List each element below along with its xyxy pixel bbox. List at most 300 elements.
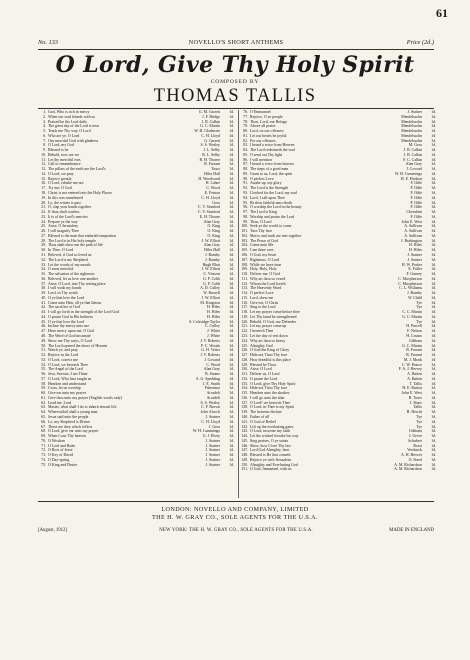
entry-composer: A. G. Spedding (195, 376, 220, 381)
entry-price: 1d. (229, 281, 234, 286)
entry-composer: E. Fuller (408, 267, 422, 272)
entry-price: 1d. (431, 205, 436, 210)
entry-number: 151. (241, 467, 248, 472)
entry-composer: C. L. Williams (399, 286, 422, 291)
entry-composer: J. Greve (409, 434, 422, 439)
entry-composer: H. Lahee (205, 181, 220, 186)
entry-composer: Palestrina (204, 386, 220, 391)
entry-composer: Tye (416, 419, 422, 424)
entry-composer: Hiles Hall (204, 248, 220, 253)
entry-title: The heavens declare (250, 410, 282, 415)
entry-title: O ye that love the Lord (48, 319, 85, 324)
entry-title: Holy, Holy, Holy (250, 267, 277, 272)
entry-price: 1d. (229, 438, 234, 443)
entry-composer: Tye (416, 415, 422, 419)
entry-price: 1d. (431, 219, 436, 224)
publication-date: [August, 1912] (38, 528, 68, 533)
entry-price: 1d. (431, 391, 436, 396)
entry-title: Lo, the winter is past (48, 200, 81, 205)
entry-title: Rejoice greatly (48, 176, 72, 181)
entry-composer: Tye (416, 300, 422, 305)
entry-composer: J. Stainer (205, 443, 220, 448)
entry-price: 1d. (229, 110, 234, 114)
entry-title: Jesu, Saviour, I am Thine (48, 372, 88, 377)
entry-composer: H. W. Parker (401, 262, 422, 267)
entry-number: 36. (41, 276, 46, 281)
entry-price: 1d. (431, 133, 436, 138)
entry-price: 1d. (431, 338, 436, 343)
entry-number: 94. (243, 195, 248, 200)
entry-number: 135. (241, 391, 248, 396)
entry-title: The sacrifice of God (48, 305, 81, 310)
entry-composer: J. Stainer (205, 448, 220, 453)
entry-composer: H. Hiles (207, 310, 220, 315)
entry-price: 1d. (431, 357, 436, 362)
entry-title: Jesus said unto the people (48, 415, 89, 419)
entry-price: 1d. (431, 310, 436, 315)
entry-composer: R. H. Thorne (199, 157, 220, 162)
entry-price: 1d. (229, 248, 234, 253)
entry-composer: W. H. Cummings (192, 429, 220, 434)
entry-title: O Lord! we beseech Thee (250, 400, 291, 405)
entry-composer: F. Iliffe (410, 191, 422, 196)
entry-number: 21. (41, 205, 46, 210)
entry-composer: Mendelssohn (401, 138, 422, 143)
entry-composer: C. H. Lloyd (201, 133, 220, 138)
entry-title: Cross, let us worship (48, 386, 81, 391)
entry-composer: H. E. Hodson (400, 176, 422, 181)
entry-title: O Wisdom (48, 438, 65, 443)
entry-composer: F. Iliffe (410, 186, 422, 191)
entry-price: 1d. (431, 419, 436, 424)
entry-price: 1d. (431, 114, 436, 119)
entry-price: 1d. (431, 405, 436, 410)
entry-composer: E. H. Thorne (199, 214, 220, 219)
catalog-bottom-rule (38, 501, 434, 502)
entry-title: Let the wicked forsake his way (250, 434, 299, 439)
entry-title: Wherewithal shall a young man (48, 410, 98, 415)
entry-price: 1d. (229, 167, 234, 172)
entry-title: O, clap your hands together (48, 205, 92, 210)
entry-title: The Lord opened the doors of Heaven (48, 343, 108, 348)
entry-title: Let my prayer come up (250, 324, 287, 329)
entry-number: 145. (241, 438, 248, 443)
entry-composer: J. Barnby (205, 257, 220, 262)
entry-composer: W. H. Cummings (394, 171, 422, 176)
entry-price: 1d. (431, 329, 436, 334)
entry-number: 41. (41, 300, 46, 305)
entry-price: 1d. (229, 152, 234, 157)
entry-composer: H. Hiles (409, 243, 422, 248)
entry-title: The great day of the Lord is near (48, 124, 100, 129)
entry-number: 142. (241, 424, 248, 429)
entry-title: Rejoice ye with Jerusalem (250, 457, 291, 462)
entry-title: O Lord and Ruler (48, 443, 76, 448)
entry-title: The Word of God incarnate (48, 333, 91, 338)
entry-composer: C. Vincent (203, 272, 220, 277)
entry-title: Thou, O Lord (250, 219, 272, 224)
entry-title: Incline thy mercy unto me (48, 324, 90, 329)
entry-composer: S. S. Wesley (200, 400, 220, 405)
entry-price: 1d. (229, 181, 234, 186)
entry-number: 77. (243, 114, 248, 119)
entry-composer: J. Stainer (407, 252, 422, 257)
entry-composer: B. Tours (408, 395, 422, 400)
entry-number: 1. (43, 110, 46, 114)
entry-composer: A. Sullivan (404, 233, 422, 238)
entry-title: I will magnify Thee (48, 229, 79, 234)
entry-number: 150. (241, 462, 248, 467)
entry-title: I heard a voice from Heaven (250, 143, 295, 148)
entry-composer: F. A. J. Hervey (398, 367, 422, 372)
entry-number: 84. (243, 148, 248, 153)
entry-composer: F. Iliffe (410, 214, 422, 219)
entry-composer: R. Farrant (406, 353, 422, 358)
entry-number: 44. (41, 314, 46, 319)
entry-number: 4. (43, 124, 46, 129)
entry-price: 1d. (431, 210, 436, 215)
entry-number: 46. (41, 324, 46, 329)
entry-number: 35. (41, 272, 46, 277)
entry-title: Lo, my Shepherd is Divine (48, 419, 91, 424)
entry-composer: S. S. Wesley (200, 143, 220, 148)
entry-price: 1d. (229, 333, 234, 338)
entry-number: 120. (241, 319, 248, 324)
entry-title: Blessed is he (48, 148, 69, 153)
entry-price: 1d. (431, 248, 436, 253)
entry-number: 7. (43, 138, 46, 143)
entry-composer: B. Farrant (406, 348, 422, 353)
entry-number: 27. (41, 233, 46, 238)
entry-title: Show, how I love Thy law (250, 443, 291, 448)
entry-composer: H. Hiles (207, 314, 220, 319)
entry-composer: M. Goss (408, 143, 422, 148)
entry-price: 1d. (431, 343, 436, 348)
entry-title: Above all praise (250, 124, 276, 129)
entry-composer: Schubert (408, 438, 422, 443)
entry-title: Let our hearts be joyful (250, 133, 287, 138)
entry-composer: B. Steane (205, 372, 220, 377)
entry-price: 1d. (229, 462, 234, 467)
entry-title: Deliver us, O Lord (250, 372, 280, 377)
entry-number: 9. (43, 148, 46, 153)
entry-title: O Key of David (48, 453, 73, 458)
entry-price: 1d. (431, 386, 436, 391)
entry-title: Watch ye, and pray (48, 348, 78, 353)
entry-number: 81. (243, 133, 248, 138)
entry-price: 1d. (229, 295, 234, 300)
entry-price: 1d. (229, 395, 234, 400)
entry-number: 107. (241, 257, 248, 262)
entry-price: 1d. (229, 324, 234, 329)
entry-number: 96. (243, 205, 248, 210)
entry-title: Master, what shall I do to inherit eternal life (48, 405, 117, 410)
entry-number: 82. (243, 138, 248, 143)
entry-price: 1d. (431, 381, 436, 386)
entry-number: 11. (41, 157, 46, 162)
entry-title: Be thou faithful unto death (250, 200, 292, 205)
entry-price: 1d. (431, 243, 436, 248)
entry-price: 1d. (431, 110, 436, 114)
entry-number: 29. (41, 243, 46, 248)
entry-title: Rejoice, O ye people (250, 114, 283, 119)
entry-price: 1d. (431, 314, 436, 319)
entry-title: The pillars of the earth are the Lord's (48, 167, 106, 172)
entry-title: Lord, I call upon Thee (250, 195, 285, 200)
entry-composer: C. C. Martin (402, 310, 422, 315)
entry-number: 90. (243, 176, 248, 181)
entry-composer: S. Coleridge-Taylor (189, 319, 220, 324)
entry-price: 1d. (431, 462, 436, 467)
entry-title: The Heavenly Word (250, 286, 282, 291)
entry-number: 58. (41, 381, 46, 386)
entry-composer: H. E. Button (402, 386, 422, 391)
entry-number: 102. (241, 233, 248, 238)
entry-price: 1d. (229, 400, 234, 405)
entry-price: 1d. (229, 329, 234, 334)
entry-price: 1d. (229, 143, 234, 148)
entry-number: 78. (243, 119, 248, 124)
entry-price: 1d. (431, 415, 436, 419)
entry-title: Almighty and Everlasting God (250, 462, 298, 467)
entry-price: 1d. (229, 391, 234, 396)
entry-title: While we have time (250, 262, 282, 267)
entry-price: 1d. (229, 200, 234, 205)
entry-composer: J. Stainer (205, 457, 220, 462)
entry-price: 1d. (229, 310, 234, 315)
entry-composer: J. W. Elliott (201, 295, 220, 300)
entry-price: 1d. (431, 176, 436, 181)
entry-title: Give thou unto my prayer (English words only) (48, 395, 123, 400)
entry-number: 127. (241, 353, 248, 358)
entry-number: 87. (243, 162, 248, 167)
anthem-number: No. 133 (38, 39, 58, 46)
entry-title: Blessed is He that cometh (250, 453, 291, 458)
entry-title: The Lord redeemeth the soul (250, 148, 295, 153)
entry-number: 85. (243, 152, 248, 157)
entry-title: Mercy and truth are met together (250, 233, 302, 238)
entry-composer: J. Brabington (401, 238, 422, 243)
entry-title: I looked for the Lord, my soul (250, 191, 298, 196)
entry-title: O Lord, give Thy Holy Spirit (250, 381, 296, 386)
entry-price: 1d. (431, 362, 436, 367)
entry-price: 1d. (229, 348, 234, 353)
entry-number: 57. (41, 376, 46, 381)
entry-price: 1d. (229, 129, 234, 134)
entry-number: 128. (241, 357, 248, 362)
entry-composer: F. C. Calkin (403, 157, 422, 162)
entry-title: Hearken unto the shadow (250, 391, 290, 396)
entry-number: 72. (41, 448, 46, 453)
entry-composer: John Alcock (200, 410, 220, 415)
entry-price: 1d. (229, 124, 234, 129)
entry-title: Lord, on our offences (250, 129, 284, 134)
entry-title: These are they which follow (48, 424, 93, 429)
entry-price: 1d. (431, 224, 436, 229)
entry-price: 1d. (431, 372, 436, 377)
entry-number: 31. (41, 252, 46, 257)
entry-price: 1d. (229, 314, 234, 319)
entry-title: Call to remembrance (48, 162, 81, 167)
entry-number: 28. (41, 238, 46, 243)
entry-title: The Lord is King (250, 210, 277, 215)
entry-price: 1d. (229, 343, 234, 348)
catalog-entry (38, 463, 234, 468)
entry-price: 1d. (229, 176, 234, 181)
entry-number: 60. (41, 391, 46, 396)
entry-composer: Mendelssohn (401, 133, 422, 138)
entry-price: 1d. (431, 319, 436, 324)
entry-price: 1d. (431, 138, 436, 143)
entry-price: 1d. (431, 195, 436, 200)
entry-number: 76. (243, 110, 248, 114)
entry-title: Arise, O Lord, into Thy resting place (48, 281, 106, 286)
entry-number: 54. (41, 362, 46, 367)
entry-number: 104. (241, 243, 248, 248)
entry-price: 1d. (431, 291, 436, 296)
entry-number: 49. (41, 338, 46, 343)
entry-composer: Cherubini (406, 210, 422, 215)
publisher-new-york: NEW YORK: THE H. W. GRAY CO., SOLE AGENTS FOR THE U.S.A. (159, 528, 313, 533)
entry-title: O worship the Lord in the beauty (250, 205, 302, 210)
entry-title: Teach me Thy way, O Lord (48, 129, 91, 134)
series-name: NOVELLO'S SHORT ANTHEMS (188, 39, 284, 46)
entry-price: 1d. (431, 281, 436, 286)
entry-price: 1d. (229, 434, 234, 439)
entry-composer: F. Gurney (406, 272, 422, 277)
entry-title: I will mention (250, 157, 273, 162)
entry-title: I will go forth in the strength of the Lord God (48, 310, 120, 315)
entry-number: 133. (241, 381, 248, 386)
entry-price: 1d. (431, 214, 436, 219)
entry-number: 19. (41, 195, 46, 200)
entry-price: 1d. (431, 119, 436, 124)
entry-price: 1d. (229, 291, 234, 296)
entry-composer: H. Cosmo (406, 333, 422, 338)
entry-price: 1d. (431, 324, 436, 329)
entry-price: 1d. (431, 276, 436, 281)
entry-composer: G. C. Martin (200, 124, 220, 129)
entry-number: 139. (241, 410, 248, 415)
entry-composer: E. Fenton (204, 191, 220, 196)
entry-title: Why art thou so vexed (250, 276, 286, 281)
entry-price: 1d. (229, 410, 234, 415)
entry-number: 56. (41, 372, 46, 377)
entry-composer: J. Goss (208, 424, 220, 429)
entry-composer: Rossi (413, 443, 422, 448)
entry-number: 118. (241, 310, 248, 315)
catalog-column-right (240, 110, 436, 472)
entry-number: 22. (41, 210, 46, 215)
entry-number: 74. (41, 457, 46, 462)
entry-composer: C. F. Brown (201, 405, 220, 410)
entry-composer: Mendelssohn (401, 114, 422, 119)
entry-number: 61. (41, 395, 46, 400)
entry-price: 1d. (431, 467, 436, 472)
entry-number: 52. (41, 353, 46, 358)
entry-title: Lord, in Thy wrath (48, 291, 78, 296)
entry-number: 121. (241, 324, 248, 329)
entry-number: 111. (241, 276, 248, 281)
entry-price: 1d. (431, 148, 436, 153)
entry-composer: G. F. Cobb (203, 276, 220, 281)
entry-composer: F. Nelson (407, 329, 422, 334)
entry-title: O Lord, give ear unto my prayer (48, 429, 99, 434)
entry-price: 1d. (431, 171, 436, 176)
entry-title: O God the King of Glory (250, 348, 290, 353)
entry-composer: F. Iliffe (410, 195, 422, 200)
entry-price: 1d. (229, 338, 234, 343)
entry-price: 1d. (229, 238, 234, 243)
entry-price: 1d. (229, 138, 234, 143)
entry-number: 134. (241, 386, 248, 391)
entry-title: O Lord, correct me (48, 357, 78, 362)
entry-price: 1d. (431, 186, 436, 191)
entry-composer: A. Batten (407, 376, 422, 381)
entry-price: 1d. (229, 272, 234, 277)
entry-composer: H. Woodward (198, 176, 220, 181)
entry-number: 88. (243, 167, 248, 172)
entry-number: 99. (243, 219, 248, 224)
entry-composer: J. Stainer (407, 110, 422, 114)
entry-composer: Tye (416, 424, 422, 429)
entry-title: O ye that love the Lord (48, 295, 85, 300)
entry-composer: Gibbons (408, 429, 422, 434)
composed-by-label: COMPOSED BY (210, 79, 260, 85)
entry-price: 1d. (229, 415, 234, 419)
entry-composer: O. King (207, 224, 220, 229)
entry-price: 1d. (431, 453, 436, 458)
entry-composer: F. C. Woods (201, 343, 220, 348)
entry-number: 62. (41, 400, 46, 405)
entry-composer: G. C. Martin (402, 314, 422, 319)
entry-title: Seek ye the world to come (250, 224, 292, 229)
entry-price: 1d. (229, 276, 234, 281)
entry-title: In this was manifested (48, 195, 83, 200)
entry-title: Try me, O God (48, 186, 72, 191)
entry-price: 1d. (431, 333, 436, 338)
entry-composer: Tours (211, 167, 220, 172)
entry-composer: J. B. Calkin (403, 148, 422, 153)
entry-price: 1d. (431, 286, 436, 291)
entry-number: 69. (41, 434, 46, 439)
entry-title: Lead me, Lord (48, 400, 72, 405)
entry-composer: W. H. Gladstone (194, 129, 220, 134)
entry-title: Why art thou so heavy (250, 338, 286, 343)
entry-number: 109. (241, 267, 248, 272)
entry-number: 70. (41, 438, 46, 443)
entry-price: 1d. (431, 129, 436, 134)
entry-title: Come unto Me (250, 243, 274, 248)
entry-price: 1d. (229, 372, 234, 377)
entry-composer: W. Child (408, 295, 422, 300)
entry-number: 23. (41, 214, 46, 219)
entry-title: O Lord, in Thee is my Spirit (250, 405, 295, 410)
entry-number: 51. (41, 348, 46, 353)
entry-title: O Lord, Who hast taught us (48, 376, 92, 381)
entry-number: 122. (241, 329, 248, 334)
entry-title: The Lord is the Strength (250, 186, 289, 191)
entry-price: 1d. (431, 229, 436, 234)
entry-price: 1d. (431, 191, 436, 196)
entry-title: Beloved, let us love one another (48, 276, 99, 281)
entry-title: Awake up, my glory (250, 181, 282, 186)
entry-title: The salvation of the righteous (48, 272, 95, 277)
entry-title: The Lord is in His holy temple (48, 238, 96, 243)
entry-price: 1d. (431, 152, 436, 157)
entry-composer: A. H. Brewer (401, 453, 422, 458)
entry-title: In Thee, O Lord (48, 248, 74, 253)
